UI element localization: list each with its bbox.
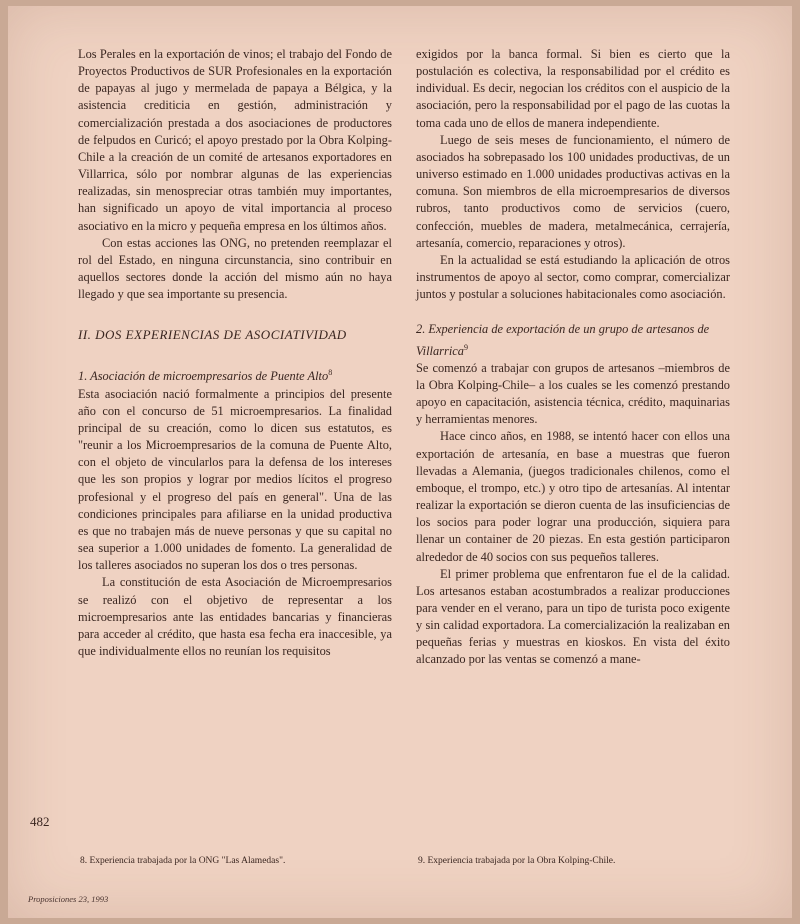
left-paragraph-4: La constitución de esta Asociación de Microempresarios se realizó con el objetivo de representar a los microempresarios ante las entidades bancarias y financieras para acceder al crédito, que hasta esa fecha era inaccesible, ya que individualmente ellos no reunían los requisitos <box>78 575 392 658</box>
subheading-1 <box>78 364 392 385</box>
left-column <box>78 46 392 660</box>
running-footer: Proposiciones 23, 1993 <box>28 894 109 904</box>
footnote-8: 8. Experiencia trabajada por la ONG "Las Alamedas". <box>80 856 286 866</box>
document-page <box>8 6 792 918</box>
footnote-ref-9: 9 <box>463 342 468 352</box>
right-paragraph-4: Se comenzó a trabajar con grupos de artesanos –miembros de la Obra Kolping-Chile– a los cuales se les comenzó prestando apoyo en capacitación, asistencia técnica, crédito, maquinarias y herramientas menores. <box>416 360 730 427</box>
section-heading: II. DOS EXPERIENCIAS DE ASOCIATIVIDAD <box>78 327 347 343</box>
right-paragraph-6: El primer problema que enfrentaron fue el de la calidad. Los artesanos estaban acostumbrados a realizar producciones para vender en el verano, para un tipo de turista poco exigente y sin calidad exportadora. La comercialización la realizaban en pequeñas ferias y muestras en kioskos. En vista del éxito alcanzado por las ventas se comenzó a mane- <box>416 566 730 667</box>
footnote-ref-8: 8 <box>328 368 333 378</box>
subheading-2-text: 2. Experiencia de exportación de un grupo de artesanos de Villarrica <box>416 322 710 358</box>
right-paragraph-3: En la actualidad se está estudiando la aplicación de otros instrumentos de apoyo al sector, como comprar, comercializar juntos y postular a soluciones habitacionales como asociación. <box>416 252 730 302</box>
right-column <box>416 46 730 669</box>
left-paragraph-3: Esta asociación nació formalmente a principios del presente año con el concurso de 51 microempresarios. La finalidad principal de su creación, como lo dicen sus estatutos, es "reunir a los Microempresarios de la comuna de Puente Alto, con el objeto de vincularlos para la defensa de los intereses que les son propios y lograr por medios lícitos el progreso profesional y el progreso del país en general". Una de las condiciones principales para afiliarse en la unidad productiva es que no trabajen más de nueve personas y que su capital no sea superior a 1.000 unidades de fomento. La generalidad de los talleres asociados no superan los dos o tres personas. <box>78 386 392 573</box>
right-paragraph-2: Luego de seis meses de funcionamiento, el número de asociados ha sobrepasado los 100 unidades productivas, de un universo estimado en 1.000 unidades productivas activas en la comuna. Son miembros de ella microempresarios de diversos rubros, tanto productivos como de servicios (cuero, confección, muebles de madera, metalmecánica, cerrajería, artesanía, comercio, reparaciones y otros). <box>416 132 730 250</box>
subheading-1-text: 1. Asociación de microempresarios de Puente Alto <box>78 369 329 384</box>
footnote-9: 9. Experiencia trabajada por la Obra Kolping-Chile. <box>418 856 616 866</box>
subheading-2 <box>416 321 730 359</box>
right-paragraph-1: exigidos por la banca formal. Si bien es cierto que la postulación es colectiva, la responsabilidad por el crédito es individual. Es decir, negocian los créditos con el auspicio de la asociación, pero la responsabilidad por el pago de las cuotas la toma cada uno de ellos de manera independiente. <box>416 47 730 130</box>
page-number: 482 <box>30 814 50 829</box>
left-paragraph-1: Los Perales en la exportación de vinos; el trabajo del Fondo de Proyectos Productivos de SUR Profesionales en la exportación de papayas al jugo y mermelada de papaya a Bélgica, y la asistencia crediticia en gestión, administración y comercialización prestada a dos asociaciones de productores de felpudos en Curicó; el apoyo prestado por la Obra Kolping-Chile a la creación de un comité de artesanos exportadores en Villarrica, sólo por nombrar algunas de las experiencias realizadas, sin menospreciar otras también muy importantes, han significado un apoyo de vital importancia al proceso asociativo en la micro y pequeña empresa en los últimos años. <box>78 47 392 233</box>
left-paragraph-2: Con estas acciones las ONG, no pretenden reemplazar el rol del Estado, en ninguna circunstancia, sino contribuir en aquellos sectores donde la acción del mismo aún no haya llegado y que sea importante su presencia. <box>78 235 392 302</box>
right-paragraph-5: Hace cinco años, en 1988, se intentó hacer con ellos una exportación de artesanía, en base a muestras que fueron llevadas a Alemania, (juegos tradicionales chilenos, como el emboque, el trompo, etc.) y otro tipo de artesanías. Al intentar realizar la exportación se dieron cuenta de las insuficiencias de los socios para poder lograr una producción, siquiera para llenar un container de 20 piezas. En esta gestión participaron alrededor de 40 socios con sus pequeños talleres. <box>416 429 730 564</box>
